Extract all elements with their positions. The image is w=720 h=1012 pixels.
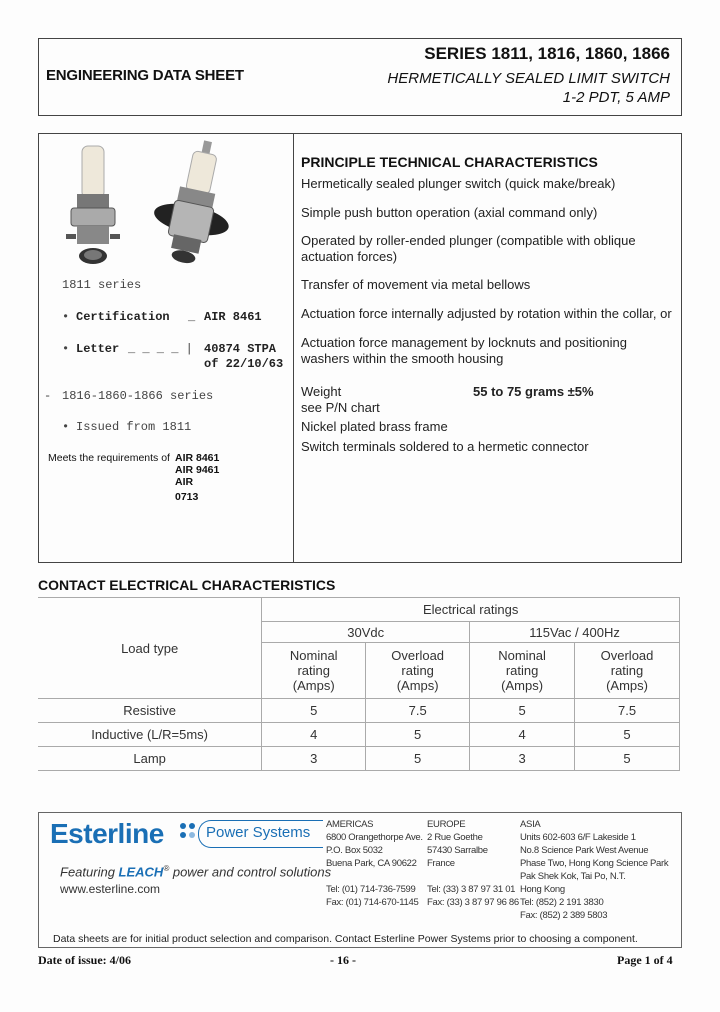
value-cell: 7.5 [575,699,680,723]
value-cell: 3 [470,747,575,771]
series-other-dash: - [44,389,52,403]
esterline-logo: Esterline [50,818,164,849]
power-systems-label: Power Systems [206,824,311,841]
page-number: - 16 - [330,953,356,967]
principle-item: Simple push button operation (axial command only) [301,205,598,220]
weight-value: 55 to 75 grams ±5% [473,384,594,399]
featuring-text: Featuring LEACH® power and control solutions [60,864,332,880]
table-row [38,723,680,747]
letter-label: Letter [76,342,120,356]
req-3: AIR [175,476,194,488]
cert-bullet: • [62,310,70,324]
value-cell: 4 [262,723,366,747]
cert-value: AIR 8461 [204,310,262,324]
req-4: 0713 [175,491,199,503]
logo-dots-icon [177,820,199,842]
load-cell: Resistive [38,699,262,723]
terminals-text: Switch terminals soldered to a hermetic connector [301,439,589,454]
contact-title: CONTACT ELECTRICAL CHARACTERISTICS [38,577,336,593]
letter-dashes: _ _ _ _ | [128,342,193,356]
load-cell: Inductive (L/R=5ms) [38,723,262,747]
value-cell: 7.5 [366,699,470,723]
letter-date: of 22/10/63 [204,357,284,371]
issued-from: Issued from 1811 [76,420,192,434]
ac-header: 115Vac / 400Hz [470,622,680,643]
principle-item: Transfer of movement via metal bellows [301,277,531,292]
series-title: SERIES 1811, 1816, 1860, 1866 [424,44,670,63]
nominal-header: Nominal rating (Amps) [262,643,366,699]
cert-label: Certification [76,310,170,324]
letter-value: 40874 STPA [204,342,277,356]
electrical-table [38,597,680,771]
nominal-header: Nominal rating (Amps) [470,643,575,699]
website-link[interactable]: www.esterline.com [60,882,161,896]
weight-note: see P/N chart [301,400,380,415]
load-cell: Lamp [38,747,262,771]
value-cell: 5 [575,747,680,771]
switch-1866-image [145,138,245,270]
series-subtitle-1: HERMETICALLY SEALED LIMIT SWITCH [387,70,670,87]
principle-item: Actuation force internally adjusted by rotation within the collar, or [301,306,672,321]
document-type-title: ENGINEERING DATA SHEET [46,67,244,84]
overload-header: Overload rating (Amps) [575,643,680,699]
date-of-issue: Date of issue: 4/06 [38,953,131,967]
value-cell: 5 [366,747,470,771]
load-type-header: Load type [38,598,262,699]
letter-bullet: • [62,342,70,356]
disclaimer: Data sheets are for initial product selection and comparison. Contact Esterline Power Systems prior to choosing a component. [53,933,638,945]
americas-address: AMERICAS 6800 Orangethorpe Ave. P.O. Box 5032 Buena Park, CA 90622 Tel: (01) 714-736-7599 Fax: (01) 714-670-1145 [326,819,423,908]
principle-title: PRINCIPLE TECHNICAL CHARACTERISTICS [301,154,598,170]
req-1: AIR 8461 [175,452,220,464]
series-1811-label: 1811 series [62,278,142,292]
europe-address: EUROPE 2 Rue Goethe 57430 Sarralbe France Tel: (33) 3 87 97 31 01 Fax: (33) 3 87 97 96 86 [427,819,519,908]
series-other-label: 1816-1860-1866 series [62,389,214,403]
principle-item: Operated by roller-ended plunger (compatible with oblique actuation forces) [301,233,636,264]
table-row [38,699,680,723]
value-cell: 5 [366,723,470,747]
cert-underline: _ [188,310,196,324]
value-cell: 4 [470,723,575,747]
meets-label: Meets the requirements of [48,452,170,464]
frame-text: Nickel plated brass frame [301,419,448,434]
series-subtitle-2: 1-2 PDT, 5 AMP [562,89,670,106]
value-cell: 5 [262,699,366,723]
value-cell: 5 [470,699,575,723]
req-2: AIR 9461 [175,464,220,476]
product-photo [46,138,246,273]
weight-label: Weight [301,384,342,399]
column-divider [293,133,294,563]
dc-header: 30Vdc [262,622,470,643]
overload-header: Overload rating (Amps) [366,643,470,699]
issued-bullet: • [62,420,70,434]
asia-address: ASIA Units 602-603 6/F Lakeside 1 No.8 Science Park West Avenue Phase Two, Hong Kong Science Park Pak Shek Kok, Tai Po, N.T. Hong Kong Tel: (852) 2 191 3830 Fax: (852) 2 389 5803 [520,819,669,921]
table-row [38,747,680,771]
electrical-ratings-header: Electrical ratings [262,598,680,622]
value-cell: 5 [575,723,680,747]
value-cell: 3 [262,747,366,771]
switch-1811-image [66,146,120,264]
principle-item: Actuation force management by locknuts and positioning washers within the smooth housing [301,335,627,366]
page-of: Page 1 of 4 [617,953,673,967]
principle-item: Hermetically sealed plunger switch (quick make/break) [301,176,616,191]
